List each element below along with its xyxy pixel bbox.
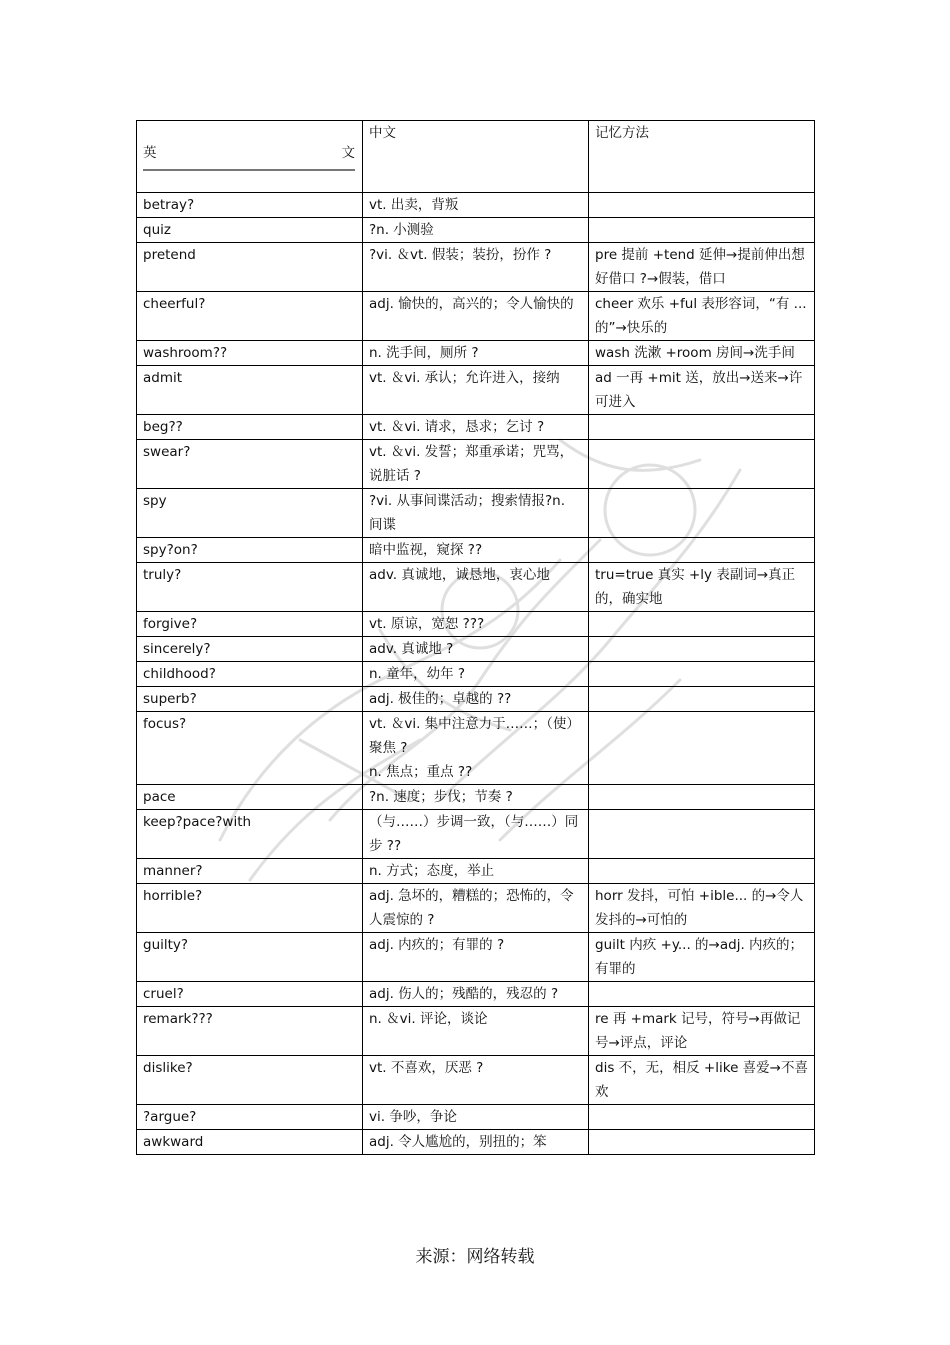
english-cell [137,563,363,612]
memory-cell [589,612,815,637]
memory-cell [589,1007,815,1056]
english-cell-text: beg?? [143,419,183,435]
table-row [137,785,815,810]
chinese-cell-text: ?n. 小测验 [369,222,434,238]
english-cell-text: cruel? [143,986,184,1002]
english-cell-text: admit [143,370,183,386]
english-cell [137,612,363,637]
memory-cell [589,810,815,859]
table-row [137,1130,815,1155]
english-cell [137,687,363,712]
chinese-cell-text: adj. 愉快的，高兴的；令人愉快的 [369,296,574,312]
table-row [137,810,815,859]
vocabulary-table [136,120,815,1155]
english-cell [137,341,363,366]
chinese-cell-text: vt. ＆vi. 集中注意力于……；（使）聚焦 ? [369,716,580,756]
memory-cell [589,859,815,884]
table-row [137,612,815,637]
chinese-cell-text: vt. 不喜欢，厌恶 ? [369,1060,484,1076]
memory-cell-text: horr 发抖，可怕 +ible... 的→令人发抖的→可怕的 [595,888,804,928]
chinese-cell-text: 暗中监视，窥探 ?? [369,542,483,558]
chinese-cell [363,933,589,982]
header-english-right: 文 [341,145,355,161]
chinese-cell-text: adv. 真诚地 ? [369,641,454,657]
english-cell [137,859,363,884]
chinese-cell-text: n. 焦点；重点 ?? [369,764,473,780]
english-cell-text: remark??? [143,1011,213,1027]
memory-cell [589,687,815,712]
english-cell [137,785,363,810]
chinese-cell-text: adv. 真诚地，诚恳地，衷心地 [369,567,550,583]
english-cell-text: spy?on? [143,542,198,558]
chinese-cell [363,243,589,292]
chinese-cell [363,810,589,859]
english-cell-text: dislike? [143,1060,193,1076]
memory-cell-text: pre 提前 +tend 延伸→提前伸出想好借口 ?→假装，借口 [595,247,805,287]
table-row [137,563,815,612]
english-cell-text: focus? [143,716,187,732]
chinese-cell-text: n. 洗手间，厕所 ? [369,345,479,361]
chinese-cell [363,1105,589,1130]
chinese-cell-text: vt. 出卖，背叛 [369,197,459,213]
memory-cell-text: ad 一再 +mit 送，放出→送来→许可进入 [595,370,803,410]
table-row [137,1056,815,1105]
memory-cell-text: dis 不，无，相反 +like 喜爱→不喜欢 [595,1060,808,1100]
memory-cell [589,785,815,810]
english-cell [137,440,363,489]
memory-cell [589,933,815,982]
table-row [137,859,815,884]
table-row [137,662,815,687]
chinese-cell [363,785,589,810]
memory-cell [589,415,815,440]
chinese-cell [363,637,589,662]
table-row [137,341,815,366]
header-english-cell [137,121,363,193]
english-cell-text: truly? [143,567,182,583]
english-cell-text: sincerely? [143,641,211,657]
memory-cell [589,292,815,341]
english-cell [137,243,363,292]
memory-cell [589,218,815,243]
english-cell [137,712,363,785]
chinese-cell-text: n. ＆vi. 评论，谈论 [369,1011,488,1027]
chinese-cell [363,218,589,243]
english-cell-text: horrible? [143,888,203,904]
chinese-cell [363,982,589,1007]
english-cell-text: forgive? [143,616,198,632]
chinese-cell [363,341,589,366]
english-cell [137,933,363,982]
memory-cell-text: wash 洗漱 +room 房间→洗手间 [595,345,795,361]
chinese-cell [363,687,589,712]
english-cell-text: ?argue? [143,1109,197,1125]
chinese-cell [363,1007,589,1056]
chinese-cell-text: ?vi. ＆vt. 假装；装扮，扮作 ? [369,247,552,263]
english-cell-text: betray? [143,197,195,213]
table-row [137,637,815,662]
table-row [137,687,815,712]
chinese-cell-text: ?vi. 从事间谍活动；搜索情报?n. 间谍 [369,493,566,533]
memory-cell [589,563,815,612]
chinese-cell-text: n. 童年，幼年 ? [369,666,466,682]
chinese-cell [363,415,589,440]
english-cell-text: manner? [143,863,203,879]
header-english [143,141,355,171]
table-row [137,1007,815,1056]
english-cell [137,538,363,563]
english-cell [137,193,363,218]
memory-cell-text: guilt 内疚 +y... 的→adj. 内疚的；有罪的 [595,937,804,977]
english-cell-text: spy [143,493,167,509]
chinese-cell-text: adj. 伤人的；残酷的，残忍的 ? [369,986,559,1002]
english-cell-text: cheerful? [143,296,206,312]
english-cell [137,1056,363,1105]
chinese-cell-text: adj. 极佳的；卓越的 ?? [369,691,512,707]
english-cell [137,637,363,662]
chinese-cell-text: n. 方式；态度，举止 [369,863,495,879]
english-cell [137,1130,363,1155]
english-cell [137,1007,363,1056]
chinese-cell-text: vi. 争吵，争论 [369,1109,457,1125]
memory-cell [589,637,815,662]
memory-cell [589,1105,815,1130]
memory-cell [589,1130,815,1155]
chinese-cell [363,563,589,612]
english-cell [137,292,363,341]
memory-cell [589,982,815,1007]
table-row [137,712,815,785]
english-cell [137,884,363,933]
chinese-cell [363,712,589,785]
memory-cell-text: tru=true 真实 +ly 表副词→真正的，确实地 [595,567,796,607]
chinese-cell-text: vt. ＆vi. 承认；允许进入，接纳 [369,370,560,386]
english-cell [137,1105,363,1130]
chinese-cell [363,1130,589,1155]
english-cell [137,218,363,243]
chinese-cell [363,859,589,884]
chinese-cell-text: vt. ＆vi. 发誓；郑重承诺；咒骂，说脏话 ? [369,444,574,484]
english-cell-text: awkward [143,1134,204,1150]
memory-cell [589,538,815,563]
english-cell [137,489,363,538]
table-row [137,489,815,538]
chinese-cell [363,489,589,538]
english-cell-text: guilty? [143,937,189,953]
table-row [137,933,815,982]
memory-cell [589,712,815,785]
chinese-cell [363,193,589,218]
english-cell [137,415,363,440]
chinese-cell [363,612,589,637]
chinese-cell-text: （与……）步调一致，（与……）同步 ?? [369,814,579,854]
table-row [137,193,815,218]
english-cell [137,366,363,415]
chinese-cell [363,662,589,687]
chinese-cell [363,292,589,341]
table-row [137,884,815,933]
memory-cell [589,440,815,489]
memory-cell [589,1056,815,1105]
english-cell [137,982,363,1007]
english-cell-text: swear? [143,444,191,460]
chinese-cell [363,538,589,563]
english-cell [137,810,363,859]
memory-cell [589,489,815,538]
table-row [137,366,815,415]
chinese-cell-text: adj. 令人尴尬的，别扭的；笨 [369,1134,547,1150]
table-row [137,243,815,292]
memory-cell [589,341,815,366]
table-row [137,538,815,563]
english-cell-text: quiz [143,222,171,238]
memory-cell [589,243,815,292]
vocabulary-table-body [137,121,815,1155]
english-cell-text: pace [143,789,176,805]
memory-cell-text: cheer 欢乐 +ful 表形容词，“有 ... 的”→快乐的 [595,296,807,336]
english-cell [137,662,363,687]
memory-cell [589,366,815,415]
english-cell-text: childhood? [143,666,216,682]
header-memory-cell: 记忆方法 [589,121,815,193]
english-cell-text: pretend [143,247,196,263]
memory-cell [589,662,815,687]
chinese-cell-text: ?n. 速度；步伐；节奏 ? [369,789,513,805]
chinese-cell-text: vt. ＆vi. 请求，恳求；乞讨 ? [369,419,545,435]
table-row [137,1105,815,1130]
chinese-cell [363,440,589,489]
chinese-cell-text: adj. 急坏的，糟糕的；恐怖的，令人震惊的 ? [369,888,574,928]
table-row [137,292,815,341]
english-cell-text: keep?pace?with [143,814,252,830]
table-row [137,415,815,440]
chinese-cell [363,884,589,933]
english-cell-text: superb? [143,691,197,707]
source-note: 来源：网络转载 [415,1247,535,1267]
memory-cell-text: re 再 +mark 记号，符号→再做记号→评点，评论 [595,1011,801,1051]
table-row [137,218,815,243]
memory-cell [589,884,815,933]
table-row [137,440,815,489]
chinese-cell-text: vt. 原谅，宽恕 ??? [369,616,485,632]
header-chinese-cell: 中文 [363,121,589,193]
chinese-cell-text: adj. 内疚的；有罪的 ? [369,937,505,953]
chinese-cell [363,366,589,415]
chinese-cell [363,1056,589,1105]
table-header-row [137,121,815,193]
header-english-left: 英 [143,145,157,161]
memory-cell [589,193,815,218]
table-row [137,982,815,1007]
english-cell-text: washroom?? [143,345,228,361]
